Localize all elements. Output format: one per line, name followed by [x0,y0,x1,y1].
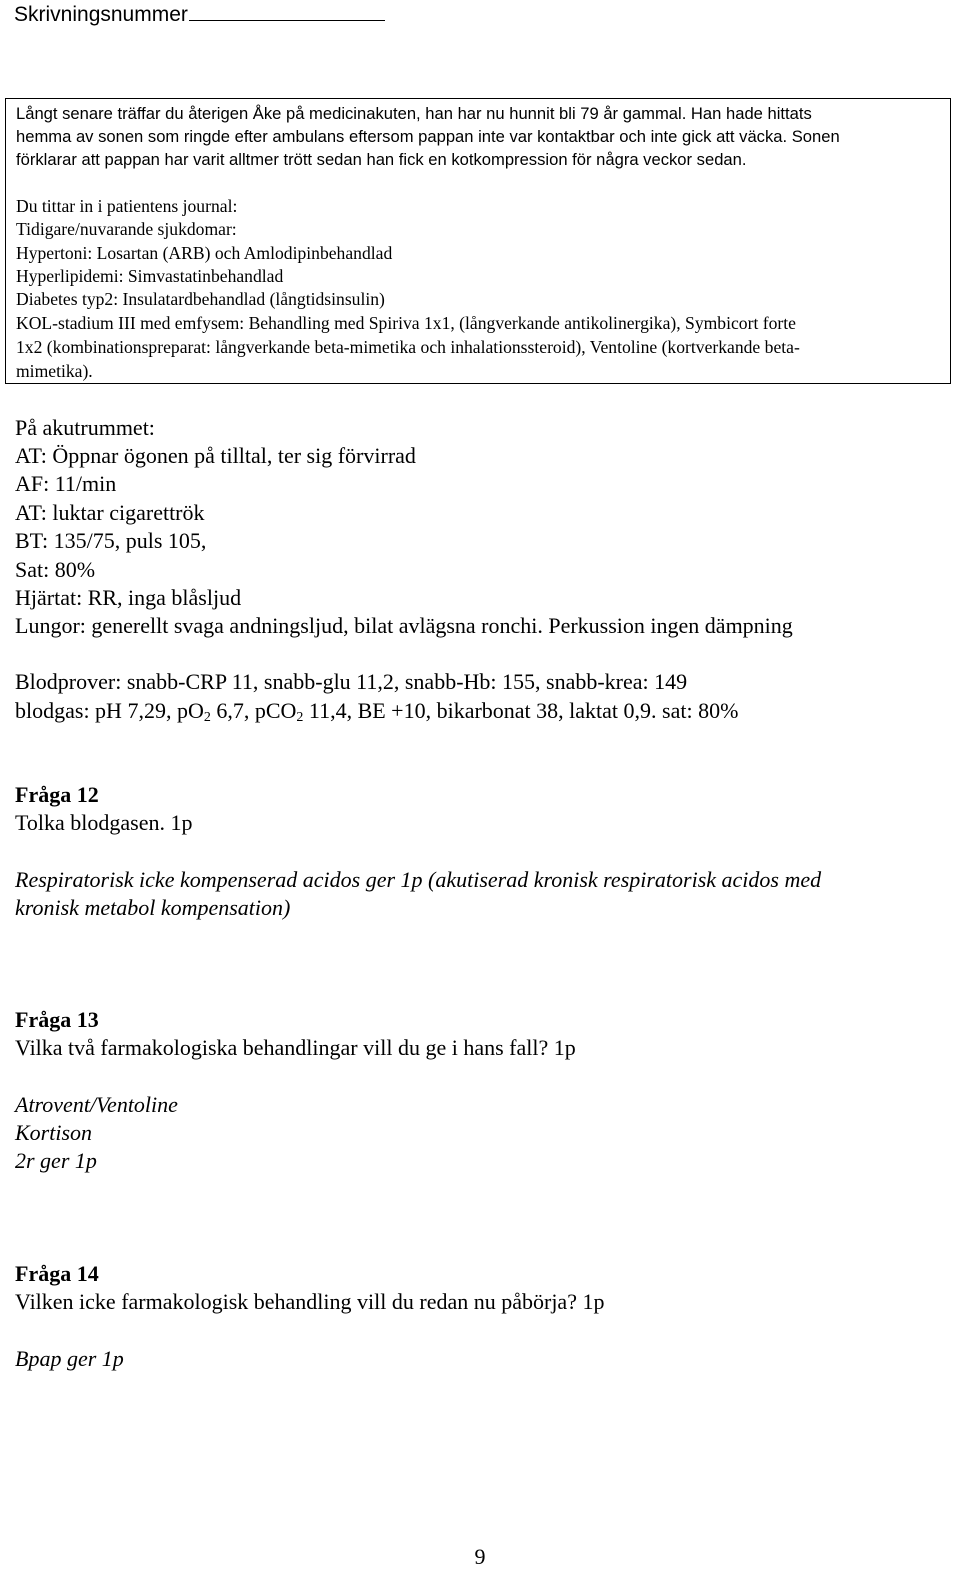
findings-line: Lungor: generellt svaga andningsljud, bilat avlägsna ronchi. Perkussion ingen dämpning [15,613,793,638]
case-description-box [5,98,951,384]
blood-gas-part: 11,4, BE +10, bikarbonat 38, laktat 0,9. sat: 80% [303,698,739,723]
journal-line: Hypertoni: Losartan (ARB) och Amlodipinbehandlad [16,243,393,263]
exam-number-field [14,0,385,29]
question-prompt: Vilka två farmakologiska behandlingar vill du ge i hans fall? 1p [15,1035,576,1060]
answer-line: Kortison [15,1120,93,1145]
page-number: 9 [474,1544,486,1569]
blood-gas-part: blodgas: pH 7,29, pO [15,698,204,723]
blood-tests-line: Blodprover: snabb-CRP 11, snabb-glu 11,2, snabb-Hb: 155, snabb-krea: 149 [15,669,688,694]
exam-number-blank-line[interactable] [189,0,385,21]
findings-line: Sat: 80% [15,557,96,582]
question-title: Fråga 12 [15,782,99,807]
blood-gas-line [15,697,738,725]
case-intro-line: förklarar att pappan har varit alltmer trött sedan han fick en kotkompression för några veckor sedan. [16,150,747,169]
findings-line: AT: luktar cigarettrök [15,500,205,525]
subscript: 2 [296,710,304,725]
answer-line: Bpap ger 1p [15,1346,124,1371]
findings-line: Hjärtat: RR, inga blåsljud [15,585,242,610]
journal-line: Du tittar in i patientens journal: [16,196,238,216]
journal-line: mimetika). [16,361,93,381]
findings-line: BT: 135/75, puls 105, [15,528,207,553]
exam-number-label: Skrivningsnummer [14,3,188,26]
case-intro-line: hemma av sonen som ringde efter ambulans eftersom pappan inte var kontaktbar och inte gick att väcka. Sonen [16,127,840,146]
findings-line: AF: 11/min [15,471,117,496]
findings-heading: På akutrummet: [15,415,155,440]
case-intro-line: Långt senare träffar du återigen Åke på medicinakuten, han har nu hunnit bli 79 år gammal. Han hade hittats [16,104,812,123]
question-prompt: Tolka blodgasen. 1p [15,810,193,835]
blood-gas-part: 6,7, pCO [210,698,297,723]
findings-line: AT: Öppnar ögonen på tilltal, ter sig förvirrad [15,443,416,468]
journal-line: 1x2 (kombinationspreparat: långverkande beta-mimetika och inhalationssteroid), Ventoline (kortverkande beta- [16,337,800,357]
answer-line: kronisk metabol kompensation) [15,895,291,920]
question-title: Fråga 14 [15,1261,99,1286]
journal-line: Hyperlipidemi: Simvastatinbehandlad [16,266,284,286]
journal-line: KOL-stadium III med emfysem: Behandling med Spiriva 1x1, (långverkande antikolinergika), Symbicort forte [16,313,796,333]
subscript: 2 [203,710,211,725]
question-prompt: Vilken icke farmakologisk behandling vill du redan nu påbörja? 1p [15,1289,605,1314]
answer-line: Respiratorisk icke kompenserad acidos ger 1p (akutiserad kronisk respiratorisk acidos med [15,867,822,892]
answer-line: Atrovent/Ventoline [15,1092,178,1117]
question-title: Fråga 13 [15,1007,99,1032]
journal-line: Tidigare/nuvarande sjukdomar: [16,219,237,239]
journal-line: Diabetes typ2: Insulatardbehandlad (långtidsinsulin) [16,289,385,309]
answer-line: 2r ger 1p [15,1148,97,1173]
